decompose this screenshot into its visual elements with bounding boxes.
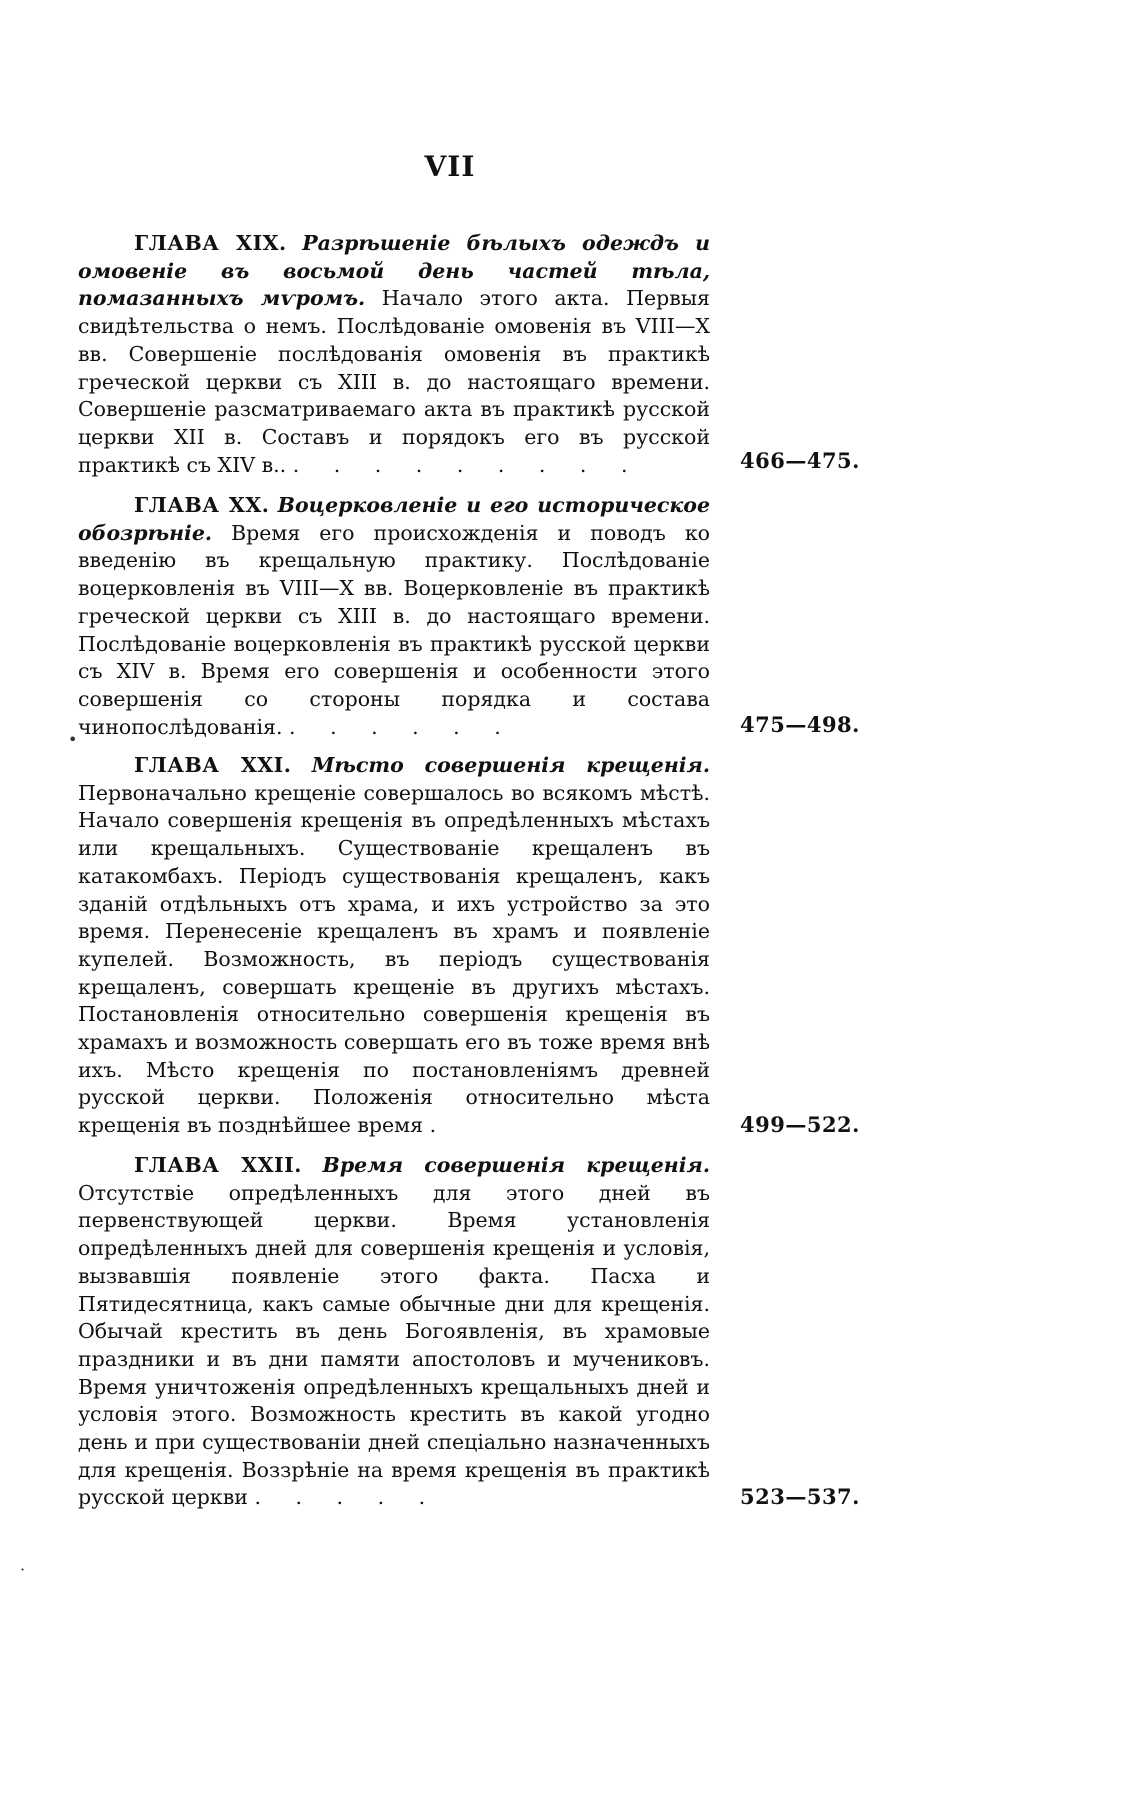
chapter-title: Время совершенія крещенія. [322,1153,710,1177]
toc-entry-chapter-xix [78,230,710,479]
chapter-summary: Первоначально крещеніе совершалось во всякомъ мѣстѣ. Начало совершенія крещенія въ опредѣленныхъ мѣстахъ или крещальныхъ. Существованіе крещаленъ въ катакомбахъ. Періодъ существованія крещаленъ, какъ зданій отдѣльныхъ отъ храма, и ихъ устройство за это время. Перенесеніе крещаленъ въ храмъ и появленіе купелей. Возможность, въ періодъ существованія крещаленъ, совершать крещеніе въ другихъ мѣстахъ. Постановленія относительно совершенія крещенія въ храмахъ и возможность совершать его въ тоже время внѣ ихъ. Мѣсто крещенія по постановленіямъ древней русской церкви. Положенія относительно мѣста крещенія въ позднѣйшее время [78,780,710,1138]
toc-entry-text [78,752,710,1140]
dot-leaders: . [429,1113,451,1138]
dot-leaders: . . . . . [254,1485,440,1510]
page-range: 475—498. [740,712,860,737]
page-number: VII [424,150,476,183]
toc-entry-text [78,1152,710,1512]
ink-speck: · [20,1560,26,1579]
chapter-heading: ГЛАВА XIX. [134,231,287,255]
toc-entry-chapter-xxi [78,752,710,1140]
chapter-summary: Время его происхожденія и поводъ ко введенію въ крещальную практику. Послѣдованіе воцерковленія въ VIII—X вв. Воцерковленіе въ практикѣ греческой церкви съ XIII в. до настоящаго времени. Послѣдованіе воцерковленія въ практикѣ русской церкви съ XIV в. Время его совершенія и особенности этого совершенія со стороны порядка и состава чинопослѣдованія. [78,520,710,739]
chapter-summary: Отсутствіе опредѣленныхъ для этого дней въ первенствующей церкви. Время установленія опредѣленныхъ дней для совершенія крещенія и условія, вызвавшія появленіе этого факта. Пасха и Пятидесятница, какъ самые обычные дни для крещенія. Обычай крестить въ день Богоявленія, въ храмовые праздники и въ дни памяти апостоловъ и мучениковъ. Время уничтоженія опредѣленныхъ крещальныхъ дней и условія этого. Возможность крестить въ какой угодно день и при существованіи дней спеціально назначенныхъ для крещенія. Воззрѣніе на время крещенія въ практикѣ русской церкви [78,1180,710,1510]
page-range: 499—522. [740,1112,860,1137]
chapter-heading: ГЛАВА XXI. [134,753,292,777]
chapter-title: Воцерковленіе и его историческое обозрѣніе. [78,493,710,545]
chapter-heading: ГЛАВА XXII. [134,1153,302,1177]
page-range: 466—475. [740,448,860,473]
chapter-title: Разрѣшеніе бѣлыхъ одеждъ и омовеніе въ восьмой день частей тѣла, помазанныхъ мѵромъ. [78,231,710,311]
page-range: 523—537. [740,1484,860,1509]
toc-entry-chapter-xx [78,492,710,741]
dot-leaders: . . . . . . [289,714,515,739]
chapter-title: Мѣсто совершенія крещенія. [311,753,710,777]
dot-leaders: . . . . . . . . . [292,452,642,477]
chapter-heading: ГЛАВА XX. [134,493,270,517]
toc-entry-text [78,492,710,741]
toc-entry-text [78,230,710,479]
chapter-summary: Начало этого акта. Первыя свидѣтельства о немъ. Послѣдованіе омовенія въ VIII—X вв. Совершеніе послѣдованія омовенія въ практикѣ греческой церкви съ XIII в. до настоящаго времени. Совершеніе разсматриваемаго акта въ практикѣ русской церкви XII в. Составъ и порядокъ его въ русской практикѣ съ XIV в.. [78,286,710,477]
ink-speck: • [68,730,78,749]
toc-entry-chapter-xxii [78,1152,710,1512]
